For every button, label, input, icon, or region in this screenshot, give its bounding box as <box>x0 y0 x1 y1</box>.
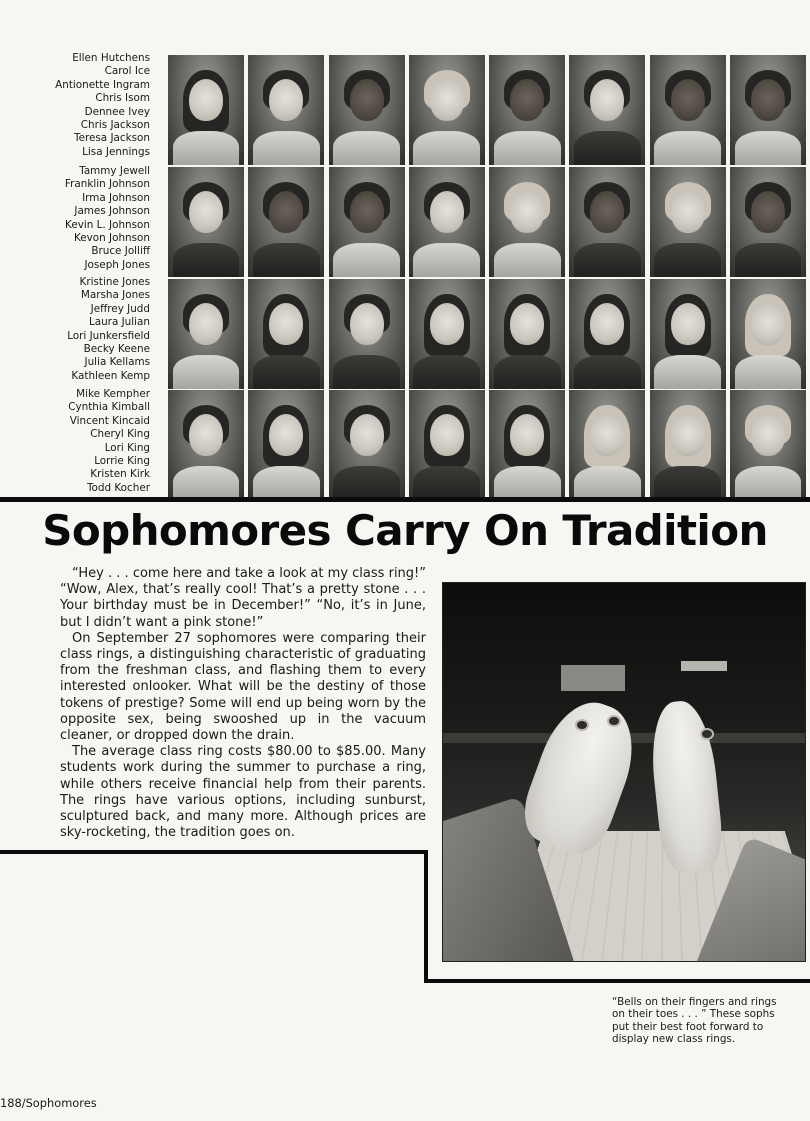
student-name: Kevon Johnson <box>73 232 150 245</box>
name-list-row-4 <box>0 388 150 495</box>
student-portrait <box>650 167 726 277</box>
student-portrait <box>489 55 565 165</box>
student-portrait <box>650 55 726 165</box>
name-list-row-2 <box>0 165 150 272</box>
student-name: Dennee Ivey <box>84 105 150 118</box>
name-list-row-3 <box>0 276 150 383</box>
student-name: Lori King <box>104 441 150 454</box>
student-portrait <box>248 55 324 165</box>
student-name: Kathleen Kemp <box>71 369 150 382</box>
student-name: Todd Kocher <box>86 481 150 494</box>
student-name: Mike Kempher <box>76 388 150 400</box>
student-portrait <box>168 55 244 165</box>
student-portrait <box>730 167 806 277</box>
student-name: Laura Julian <box>88 316 150 329</box>
student-name: Marsha Jones <box>80 289 150 302</box>
student-portrait <box>168 167 244 277</box>
student-name: Julia Kellams <box>84 356 150 369</box>
student-name: Cynthia Kimball <box>68 401 150 414</box>
student-portrait <box>489 167 565 277</box>
class-rings-photo <box>442 582 806 962</box>
student-name: Irma Johnson <box>82 191 150 204</box>
photo-caption: “Bells on their fingers and rings on their toes . . . ” These sophs put their best foot forward to display new class rings. <box>612 996 777 1046</box>
student-name: Joseph Jones <box>84 258 150 271</box>
student-name: Bruce Jolliff <box>91 245 150 258</box>
class-ring <box>700 728 714 740</box>
student-name: Kristen Kirk <box>90 468 150 481</box>
page-folio: 188/Sophomores <box>0 1096 97 1110</box>
student-portrait <box>168 390 244 500</box>
page-title: Sophomores Carry On Tradition <box>42 506 768 555</box>
student-name: Franklin Johnson <box>64 178 150 191</box>
story-text <box>60 566 426 841</box>
story-paragraph: “Hey . . . come here and take a look at my class ring!” “Wow, Alex, that’s really cool! That’s a pretty stone . . . Your birthday must be in December!” “No, it’s in June, but I didn’t want a pink stone!” <box>60 566 426 630</box>
student-portrait <box>650 279 726 389</box>
student-name: Vincent Kincaid <box>69 414 150 427</box>
student-portrait <box>569 390 645 500</box>
student-portrait <box>730 55 806 165</box>
student-portrait <box>409 279 485 389</box>
student-name: Chris Isom <box>95 92 150 105</box>
portrait-row-1 <box>168 55 806 165</box>
student-portrait <box>329 279 405 389</box>
student-portrait <box>329 55 405 165</box>
student-name: Lori Junkersfield <box>67 329 150 342</box>
class-ring <box>575 719 589 731</box>
story-paragraph: The average class ring costs $80.00 to $85.00. Many students work during the summer to purchase a ring, while others receive financial help from their parents. The rings have various options, including sunburst, sculptured back, and many more. Although prices are sky-rocketing, the tradition goes on. <box>60 744 426 841</box>
student-name: Ellen Hutchens <box>72 52 150 64</box>
student-portrait <box>168 279 244 389</box>
student-portrait <box>409 167 485 277</box>
student-portrait <box>569 279 645 389</box>
student-name: Jeffrey Judd <box>90 302 150 315</box>
student-portrait <box>730 390 806 500</box>
student-portrait <box>569 167 645 277</box>
student-portrait <box>248 167 324 277</box>
divider-rule <box>424 850 428 983</box>
divider-rule <box>0 850 428 854</box>
divider-rule <box>0 497 810 502</box>
portrait-row-2 <box>168 167 806 277</box>
student-name: Cheryl King <box>90 428 150 441</box>
student-name: Kristine Jones <box>79 276 150 288</box>
portrait-row-4 <box>168 390 806 500</box>
student-portrait <box>248 279 324 389</box>
student-portrait <box>329 390 405 500</box>
student-portrait <box>489 390 565 500</box>
background-sign <box>681 661 727 671</box>
student-portrait <box>569 55 645 165</box>
story-paragraph: On September 27 sophomores were comparing their class rings, a distinguishing characteristic of graduating from the freshman class, and flashing them to every interested onlooker. What will be the destiny of those tokens of prestige? Some will end up being worn by the opposite sex, being swooshed up in the vacuum cleaner, or dropped down the drain. <box>60 630 426 744</box>
name-list-row-1 <box>0 52 150 159</box>
student-name: Teresa Jackson <box>73 132 150 145</box>
student-name: Chris Jackson <box>80 119 150 132</box>
student-name: Lisa Jennings <box>82 145 150 158</box>
student-portrait <box>489 279 565 389</box>
student-portrait <box>329 167 405 277</box>
student-portrait <box>730 279 806 389</box>
student-portrait <box>409 55 485 165</box>
student-name: Becky Keene <box>83 343 150 356</box>
student-name: Lorrie King <box>94 455 150 468</box>
student-name: Tammy Jewell <box>79 165 150 177</box>
student-portrait <box>650 390 726 500</box>
divider-rule <box>424 979 810 983</box>
student-name: Carol Ice <box>104 65 150 78</box>
student-name: Kevin L. Johnson <box>65 218 150 231</box>
student-portrait <box>409 390 485 500</box>
portrait-row-3 <box>168 279 806 389</box>
student-portrait <box>248 390 324 500</box>
student-name: James Johnson <box>74 205 150 218</box>
background-sign <box>561 665 625 691</box>
student-name: Antionette Ingram <box>55 78 150 91</box>
class-ring <box>607 715 621 727</box>
